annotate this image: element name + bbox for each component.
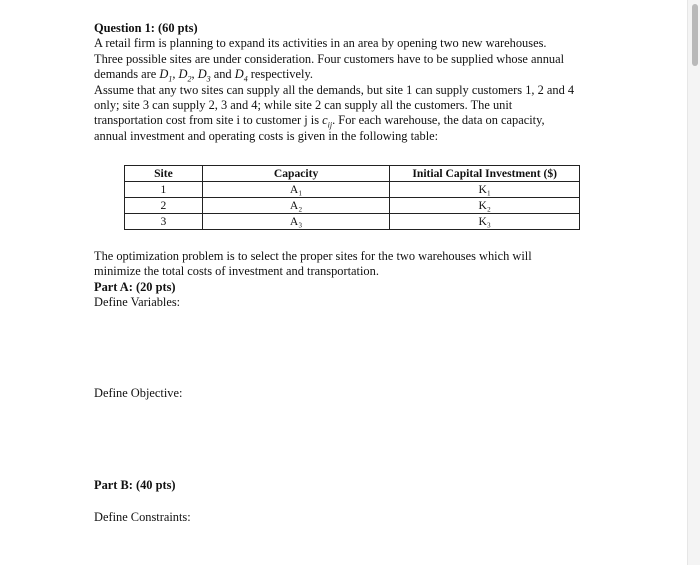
intro-line-1: A retail firm is planning to expand its activities in an area by opening two new warehouses. bbox=[94, 36, 547, 51]
annual-line: annual investment and operating costs is given in the following table: bbox=[94, 128, 439, 143]
table-row bbox=[125, 182, 580, 198]
scrollbar-track[interactable] bbox=[687, 0, 700, 565]
cell-investment: K₁ bbox=[390, 182, 580, 198]
header-capacity: Capacity bbox=[202, 166, 390, 182]
question-title: Question 1: (60 pts) bbox=[94, 21, 198, 35]
table-header-row bbox=[125, 166, 580, 182]
part-b-title: Part B: (40 pts) bbox=[94, 478, 176, 492]
cell-capacity: A₁ bbox=[202, 182, 390, 198]
problem-statement bbox=[94, 249, 532, 311]
site-table bbox=[124, 165, 580, 232]
cost-line: transportation cost from site i to customer j is $c_{ij}$. For each warehouse, the data on capacity, bbox=[94, 113, 545, 130]
demand-d4: $D_4$ bbox=[234, 67, 248, 84]
problem-line-2: minimize the total costs of investment and transportation. bbox=[94, 264, 379, 279]
cell-site: 2 bbox=[125, 198, 203, 214]
header-investment: Initial Capital Investment ($) bbox=[390, 166, 580, 182]
demands-line: demands are $D_1$, $D_2$, $D_3$ and $D_4$ respectively. bbox=[94, 67, 313, 84]
define-constraints-label: Define Constraints: bbox=[94, 510, 191, 524]
table-row bbox=[125, 198, 580, 214]
cell-capacity: A₂ bbox=[202, 198, 390, 214]
cell-capacity: A₃ bbox=[202, 214, 390, 230]
cell-site: 1 bbox=[125, 182, 203, 198]
assume-line-2: only; site 3 can supply 2, 3 and 4; while site 2 can supply all the customers. The unit bbox=[94, 98, 513, 113]
define-variables-label: Define Variables: bbox=[94, 295, 181, 310]
site-data-table bbox=[124, 165, 580, 230]
header-site: Site bbox=[125, 166, 203, 182]
scrollbar-thumb[interactable] bbox=[692, 4, 698, 66]
demand-d2: $D_2$ bbox=[178, 67, 192, 84]
demand-d3: $D_3$ bbox=[197, 67, 211, 84]
part-a-title: Part A: (20 pts) bbox=[94, 279, 176, 294]
intro-line-2: Three possible sites are under consideration. Four customers have to be supplied whose annual bbox=[94, 51, 565, 66]
table-row bbox=[125, 214, 580, 230]
cell-site: 3 bbox=[125, 214, 203, 230]
cost-symbol: $c_{ij}$ bbox=[322, 113, 333, 130]
problem-line-1: The optimization problem is to select the proper sites for the two warehouses which will bbox=[94, 249, 532, 263]
demand-d1: $D_1$ bbox=[159, 67, 173, 84]
assume-line-1: Assume that any two sites can supply all the demands, but site 1 can supply customers 1, 2 and 4 bbox=[94, 82, 575, 97]
cell-investment: K₂ bbox=[390, 198, 580, 214]
define-objective-label: Define Objective: bbox=[94, 386, 183, 400]
question-text bbox=[94, 21, 624, 144]
cell-investment: K₃ bbox=[390, 214, 580, 230]
